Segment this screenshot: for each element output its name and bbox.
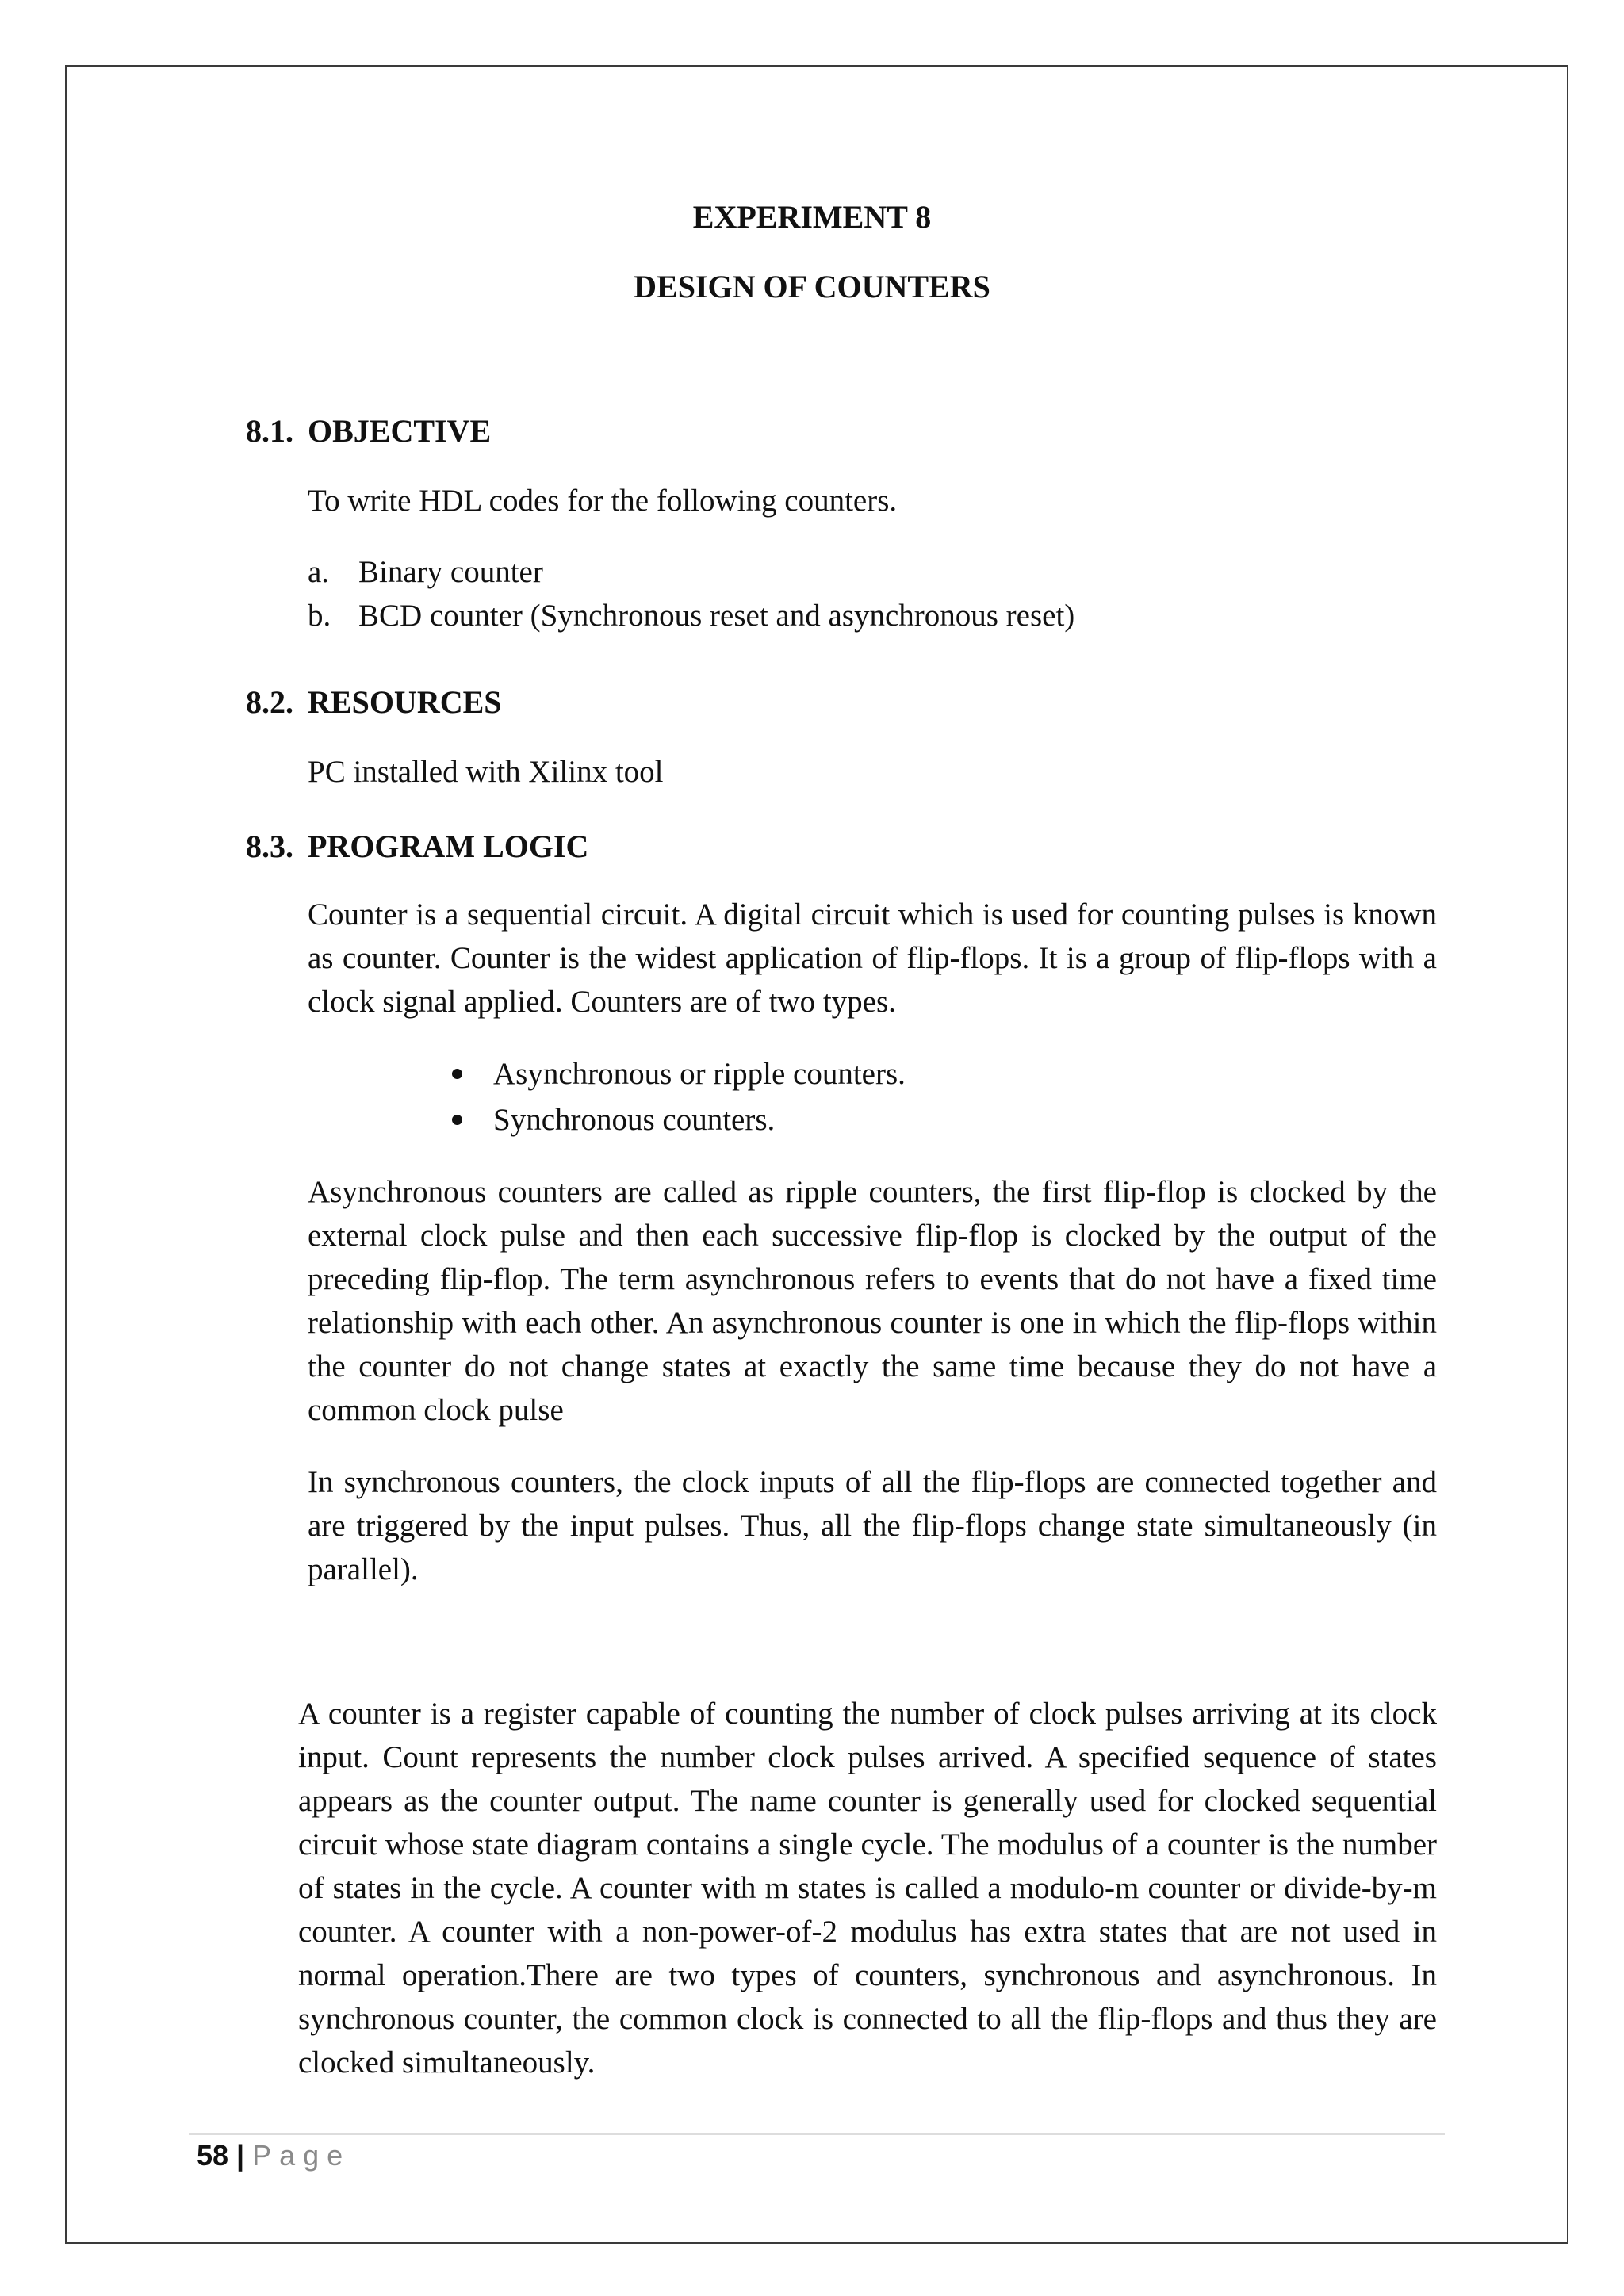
section-heading-objective [246, 412, 491, 450]
objective-intro: To write HDL codes for the following counters. [308, 484, 898, 518]
list-item [308, 594, 1074, 637]
list-marker: a. [308, 555, 330, 589]
objective-list [308, 550, 1074, 637]
experiment-title: EXPERIMENT 8 [692, 199, 932, 235]
section-number: 8.1. [246, 413, 293, 449]
section-number: 8.2. [246, 684, 293, 720]
list-item-text: BCD counter (Synchronous reset and asynchronous reset) [358, 599, 1075, 633]
section-title: RESOURCES [308, 684, 502, 720]
program-logic-paragraph-3: In synchronous counters, the clock inputs of all the flip-flops are connected together and are triggered by the input pulses. Thus, all the flip-flops change state simultaneously (in parallel). [308, 1465, 1437, 1586]
program-logic-paragraph-2: Asynchronous counters are called as ripple counters, the first flip-flop is clocked by the external clock pulse and then each successive flip-flop is clocked by the output of the preceding flip-flop. The term asynchronous refers to events that do not have a fixed time relationship with each other. An asynchronous counter is one in which the flip-flops within the counter do not change states at exactly the same time because they do not have a common clock pulse [308, 1175, 1437, 1427]
section-heading-resources [246, 683, 502, 721]
bullet-icon [452, 1069, 462, 1079]
list-marker: b. [308, 599, 331, 633]
resources-text: PC installed with Xilinx tool [308, 755, 664, 789]
bullet-item [452, 1097, 906, 1143]
page-label: Page [252, 2139, 351, 2172]
bullet-icon [452, 1115, 462, 1125]
bullet-item [452, 1051, 906, 1097]
section-title: OBJECTIVE [308, 413, 492, 449]
page-footer [197, 2136, 350, 2175]
section-number: 8.3. [246, 828, 293, 864]
list-item-text: Binary counter [358, 555, 543, 589]
page-number: 58 [197, 2139, 229, 2172]
section-heading-program-logic [246, 828, 588, 865]
experiment-subtitle: DESIGN OF COUNTERS [634, 269, 990, 304]
program-logic-paragraph-1: Counter is a sequential circuit. A digital circuit which is used for counting pulses is known as counter. Counter is the widest application of flip-flops. It is a group of flip-flops with a clock signal applied. Counters are of two types. [308, 897, 1437, 1019]
footer-rule [189, 2133, 1445, 2135]
counter-types-list [452, 1051, 906, 1143]
bullet-text: Asynchronous or ripple counters. [493, 1057, 906, 1091]
list-item [308, 550, 1074, 594]
program-logic-paragraph-4: A counter is a register capable of counting the number of clock pulses arriving at its clock input. Count represents the number clock pulses arrived. A specified sequence of states appears as the counter output. The name counter is generally used for clocked sequential circuit whose state diagram contains a single cycle. The modulus of a counter is the number of states in the cycle. A counter with m states is called a modulo-m counter or divide-by-m counter. A counter with a non-power-of-2 modulus has extra states that are not used in normal operation.There are two types of counters, synchronous and asynchronous. In synchronous counter, the common clock is connected to all the flip-flops and thus they are clocked simultaneously. [298, 1697, 1437, 2080]
bullet-text: Synchronous counters. [493, 1103, 776, 1137]
footer-separator: | [236, 2139, 245, 2172]
section-title: PROGRAM LOGIC [308, 828, 589, 864]
